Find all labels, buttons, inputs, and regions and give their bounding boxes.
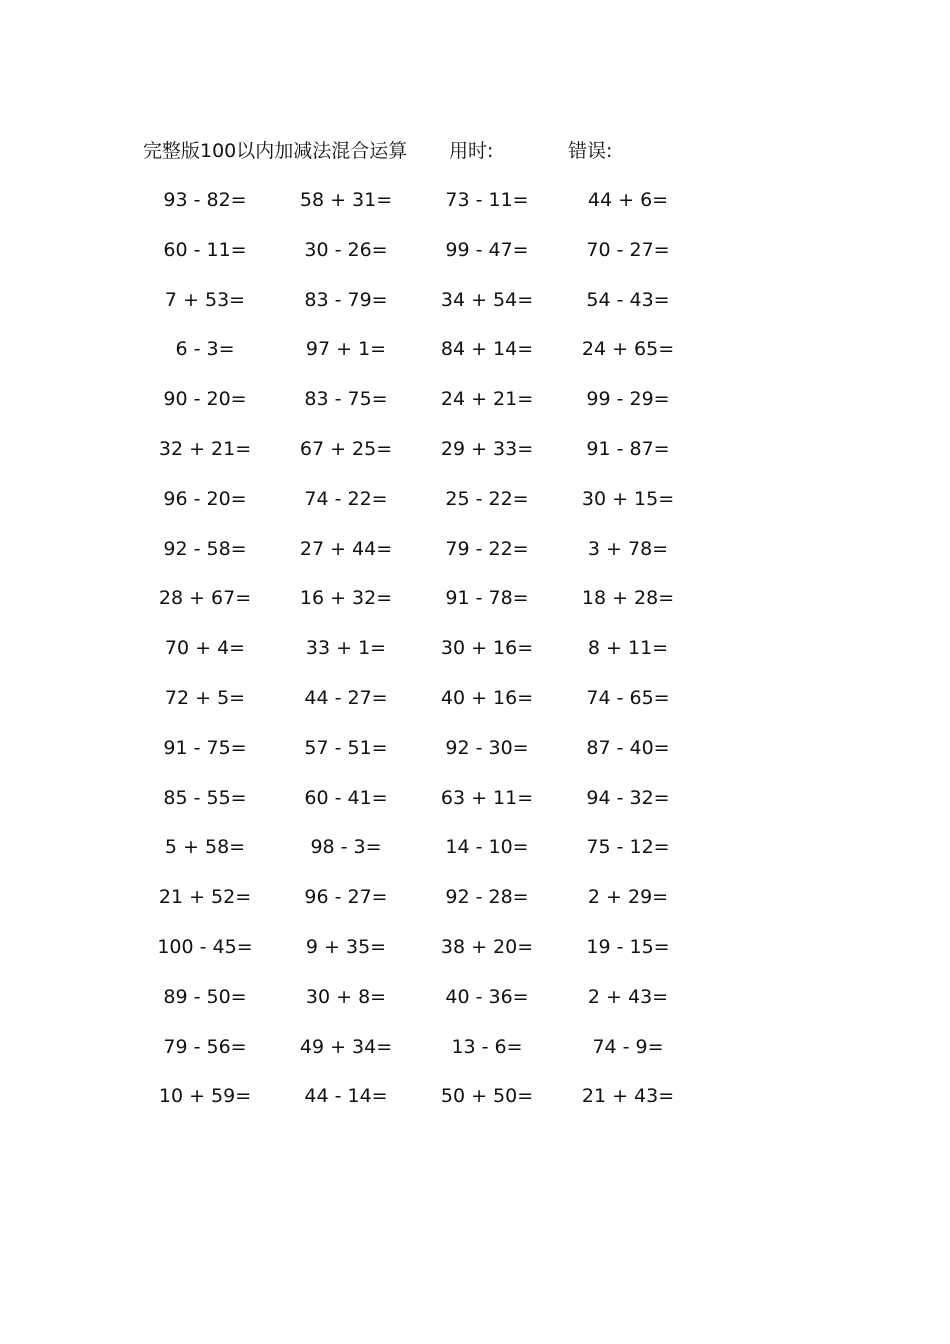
math-problem: 99 - 47= — [445, 238, 529, 261]
math-problem: 96 - 27= — [304, 886, 388, 909]
math-problem: 14 - 10= — [445, 836, 529, 859]
problem-grid — [140, 183, 700, 1129]
math-problem: 73 - 11= — [445, 189, 529, 211]
math-problem: 99 - 29= — [586, 388, 670, 411]
math-problem: 2 + 43= — [587, 985, 669, 1008]
time-used-label: 用时: — [449, 140, 494, 162]
math-problem: 40 + 16= — [440, 686, 534, 709]
math-problem: 44 + 6= — [587, 189, 669, 211]
problem-row — [140, 332, 700, 382]
math-problem: 30 + 15= — [581, 487, 675, 510]
math-problem: 21 + 52= — [158, 886, 252, 909]
math-problem: 91 - 78= — [445, 587, 529, 610]
math-problem: 50 + 50= — [440, 1085, 534, 1108]
math-problem: 9 + 35= — [305, 935, 387, 958]
math-problem: 44 - 27= — [304, 686, 388, 709]
problem-row — [140, 631, 700, 681]
math-problem: 3 + 78= — [587, 537, 669, 560]
math-problem: 74 - 65= — [586, 686, 670, 709]
problem-row — [140, 432, 700, 482]
math-problem: 60 - 11= — [163, 238, 247, 261]
problem-row — [140, 233, 700, 283]
math-problem: 70 + 4= — [164, 637, 246, 660]
math-problem: 5 + 58= — [164, 836, 246, 859]
math-problem: 60 - 41= — [304, 786, 388, 809]
math-problem: 67 + 25= — [299, 437, 393, 460]
math-problem: 83 - 79= — [304, 288, 388, 311]
math-problem: 58 + 31= — [299, 189, 393, 211]
math-problem: 100 - 45= — [157, 935, 253, 958]
math-problem: 21 + 43= — [581, 1085, 675, 1108]
math-problem: 92 - 58= — [163, 537, 247, 560]
problem-row — [140, 980, 700, 1030]
math-problem: 49 + 34= — [299, 1035, 393, 1058]
math-problem: 91 - 75= — [163, 736, 247, 759]
math-problem: 33 + 1= — [305, 637, 387, 660]
math-problem: 87 - 40= — [586, 736, 670, 759]
math-problem: 34 + 54= — [440, 288, 534, 311]
math-problem: 18 + 28= — [581, 587, 675, 610]
math-problem: 54 - 43= — [586, 288, 670, 311]
math-problem: 63 + 11= — [440, 786, 534, 809]
math-problem: 98 - 3= — [310, 836, 382, 859]
math-problem: 44 - 14= — [304, 1085, 388, 1108]
math-problem: 16 + 32= — [299, 587, 393, 610]
problem-row — [140, 532, 700, 582]
math-problem: 97 + 1= — [305, 338, 387, 361]
math-problem: 7 + 53= — [164, 288, 246, 311]
math-problem: 83 - 75= — [304, 388, 388, 411]
math-problem: 28 + 67= — [158, 587, 252, 610]
math-problem: 30 + 16= — [440, 637, 534, 660]
math-problem: 94 - 32= — [586, 786, 670, 809]
problem-row — [140, 880, 700, 930]
math-problem: 93 - 82= — [163, 189, 247, 211]
math-problem: 2 + 29= — [587, 886, 669, 909]
problem-row — [140, 382, 700, 432]
problem-row — [140, 1030, 700, 1080]
math-problem: 75 - 12= — [586, 836, 670, 859]
math-problem: 19 - 15= — [586, 935, 670, 958]
math-problem: 96 - 20= — [163, 487, 247, 510]
problem-row — [140, 482, 700, 532]
math-problem: 79 - 22= — [445, 537, 529, 560]
math-problem: 6 - 3= — [175, 338, 235, 361]
math-problem: 24 + 65= — [581, 338, 675, 361]
math-problem: 92 - 30= — [445, 736, 529, 759]
math-problem: 85 - 55= — [163, 786, 247, 809]
math-problem: 92 - 28= — [445, 886, 529, 909]
problem-row — [140, 183, 700, 233]
math-problem: 25 - 22= — [445, 487, 529, 510]
problem-row — [140, 581, 700, 631]
problem-row — [140, 930, 700, 980]
math-problem: 30 + 8= — [305, 985, 387, 1008]
math-problem: 74 - 9= — [592, 1035, 664, 1058]
worksheet-title: 完整版100以内加减法混合运算 — [143, 140, 408, 162]
math-problem: 89 - 50= — [163, 985, 247, 1008]
math-problem: 29 + 33= — [440, 437, 534, 460]
math-problem: 91 - 87= — [586, 437, 670, 460]
math-problem: 27 + 44= — [299, 537, 393, 560]
error-count-label: 错误: — [568, 140, 613, 162]
math-problem: 24 + 21= — [440, 388, 534, 411]
math-problem: 70 - 27= — [586, 238, 670, 261]
math-problem: 40 - 36= — [445, 985, 529, 1008]
math-problem: 10 + 59= — [158, 1085, 252, 1108]
math-problem: 72 + 5= — [164, 686, 246, 709]
math-problem: 84 + 14= — [440, 338, 534, 361]
math-problem: 38 + 20= — [440, 935, 534, 958]
problem-row — [140, 283, 700, 333]
math-problem: 79 - 56= — [163, 1035, 247, 1058]
math-problem: 13 - 6= — [451, 1035, 523, 1058]
problem-row — [140, 1079, 700, 1129]
math-problem: 8 + 11= — [587, 637, 669, 660]
problem-row — [140, 731, 700, 781]
problem-row — [140, 830, 700, 880]
math-problem: 30 - 26= — [304, 238, 388, 261]
math-problem: 74 - 22= — [304, 487, 388, 510]
math-problem: 32 + 21= — [158, 437, 252, 460]
math-problem: 57 - 51= — [304, 736, 388, 759]
problem-row — [140, 681, 700, 731]
math-problem: 90 - 20= — [163, 388, 247, 411]
problem-row — [140, 781, 700, 831]
